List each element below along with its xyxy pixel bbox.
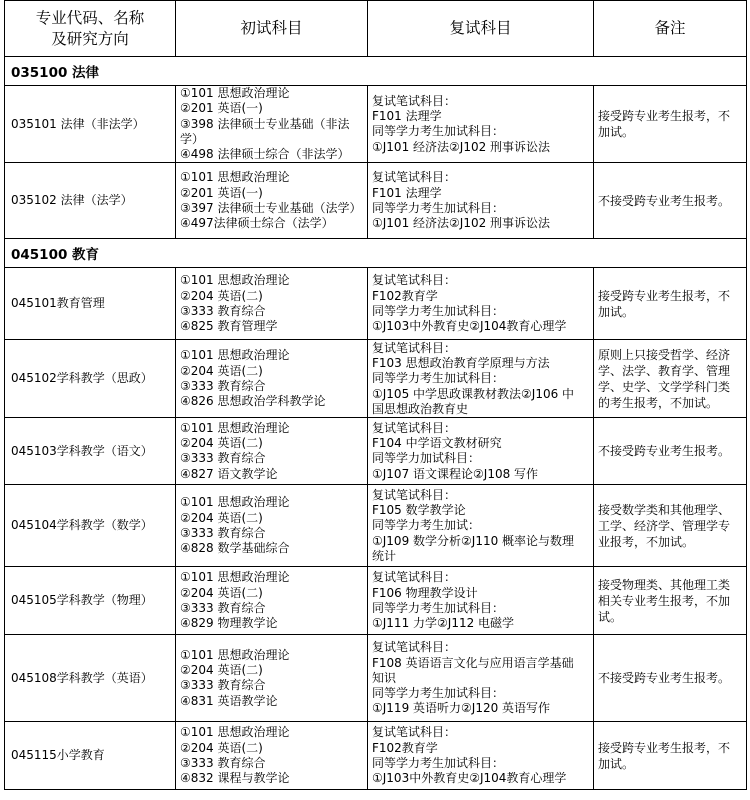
remark-line: 加试。	[598, 756, 635, 771]
initial-line: ②204 英语(二)	[180, 510, 263, 525]
header-major: 专业代码、名称 及研究方向	[5, 1, 176, 57]
initial-line: ④826 思想政治学科教学论	[180, 394, 326, 409]
retest-subjects-cell	[368, 268, 594, 340]
initial-line: ④829 物理教学论	[180, 616, 278, 631]
section-header-row	[5, 57, 747, 86]
retest-line: 复试笔试科目：	[372, 725, 457, 740]
retest-line: 同等学力考生加试科目：	[372, 600, 505, 615]
table-row	[5, 340, 747, 418]
retest-line: 统计	[372, 548, 397, 563]
major-cell: 045104学科教学（数学）	[5, 485, 176, 567]
initial-line: ③333 教育综合	[180, 678, 266, 693]
table-row	[5, 567, 747, 635]
initial-line: ④832 课程与教学论	[180, 771, 290, 786]
initial-line: ②201 英语(一)	[180, 101, 263, 116]
retest-line: 同等学力考生加试科目：	[372, 200, 505, 215]
retest-line: ①J105 中学思政课教材教法②J106 中	[372, 386, 575, 401]
remark-line: 的考生报考，不加试。	[598, 395, 719, 410]
initial-subjects-cell	[176, 340, 368, 418]
initial-subjects-cell	[176, 485, 368, 567]
remark-cell	[594, 163, 747, 239]
retest-line: 国思想政治教育史	[372, 401, 469, 416]
initial-subjects-cell	[176, 86, 368, 163]
retest-line: 同等学力考生加试科目：	[372, 303, 505, 318]
major-cell: 045103学科教学（语文）	[5, 418, 176, 485]
table-row	[5, 86, 747, 163]
retest-line: F105 数学教学论	[372, 503, 466, 518]
initial-line: ①101 思想政治理论	[180, 570, 290, 585]
remark-line: 工学、经济学、管理学专	[598, 518, 731, 533]
initial-line: ③333 教育综合	[180, 303, 266, 318]
retest-line: 复试笔试科目：	[372, 93, 457, 108]
retest-line: ①J111 力学②J112 电磁学	[372, 616, 515, 631]
remark-line: 接受跨专业考生报考，不	[598, 109, 731, 124]
retest-line: F102教育学	[372, 288, 438, 303]
remark-line: 接受数学类和其他理学、	[598, 502, 731, 517]
retest-line: 同等学力考生加试科目：	[372, 371, 505, 386]
retest-subjects-cell	[368, 567, 594, 635]
retest-line: 同等学力考生加试科目：	[372, 124, 505, 139]
retest-line: F104 中学语文教材研究	[372, 436, 502, 451]
retest-line: 同等学力加试科目：	[372, 451, 481, 466]
retest-line: ①J103中外教育史②J104教育心理学	[372, 771, 567, 786]
major-cell: 045101教育管理	[5, 268, 176, 340]
remark-line: 原则上只接受哲学、经济	[598, 347, 731, 362]
remark-line: 不接受跨专业考生报考。	[598, 193, 731, 208]
initial-line: ③333 教育综合	[180, 451, 266, 466]
remark-cell	[594, 268, 747, 340]
remark-cell	[594, 485, 747, 567]
retest-line: F108 英语语言文化与应用语言学基础	[372, 655, 574, 670]
retest-line: ①J101 经济法②J102 刑事诉讼法	[372, 139, 551, 154]
retest-line: 复试笔试科目：	[372, 570, 457, 585]
initial-subjects-cell	[176, 635, 368, 722]
initial-line: ③333 教育综合	[180, 755, 266, 770]
initial-line: ④831 英语教学论	[180, 693, 278, 708]
initial-subjects-cell	[176, 418, 368, 485]
retest-line: F102教育学	[372, 740, 438, 755]
initial-line: ④828 数学基础综合	[180, 541, 290, 556]
retest-line: 复试笔试科目：	[372, 420, 457, 435]
retest-line: F106 物理教学设计	[372, 585, 478, 600]
table-row	[5, 163, 747, 239]
remark-line: 不接受跨专业考生报考。	[598, 444, 731, 459]
initial-line: ②201 英语(一)	[180, 185, 263, 200]
section-title: 045100 教育	[5, 239, 747, 268]
initial-line: 学）	[180, 131, 205, 146]
initial-line: ①101 思想政治理论	[180, 420, 290, 435]
retest-subjects-cell	[368, 722, 594, 790]
retest-line: 复试笔试科目：	[372, 170, 457, 185]
major-cell: 035102 法律（法学）	[5, 163, 176, 239]
initial-subjects-cell	[176, 268, 368, 340]
initial-line: ①101 思想政治理论	[180, 725, 290, 740]
remark-line: 业报考，不加试。	[598, 534, 695, 549]
initial-line: ④825 教育管理学	[180, 319, 278, 334]
initial-line: ①101 思想政治理论	[180, 647, 290, 662]
initial-line: ④498 法律硕士综合（非法学）	[180, 147, 350, 162]
initial-line: ②204 英语(二)	[180, 363, 263, 378]
header-row	[5, 1, 747, 57]
retest-subjects-cell	[368, 418, 594, 485]
remark-line: 接受跨专业考生报考，不	[598, 288, 731, 303]
remark-line: 学、史学、文学学科门类	[598, 379, 731, 394]
initial-line: ④497法律硕士综合（法学）	[180, 216, 334, 231]
major-cell: 045115小学教育	[5, 722, 176, 790]
retest-line: 同等学力考生加试科目：	[372, 755, 505, 770]
remark-line: 接受物理类、其他理工类	[598, 577, 731, 592]
table-row	[5, 635, 747, 722]
header-remark: 备注	[594, 1, 747, 57]
major-cell: 045105学科教学（物理）	[5, 567, 176, 635]
retest-line: ①J103中外教育史②J104教育心理学	[372, 319, 567, 334]
initial-line: ①101 思想政治理论	[180, 348, 290, 363]
initial-subjects-cell	[176, 163, 368, 239]
retest-line: 复试笔试科目：	[372, 640, 457, 655]
remark-cell	[594, 86, 747, 163]
initial-subjects-cell	[176, 567, 368, 635]
initial-line: ①101 思想政治理论	[180, 170, 290, 185]
retest-line: 同等学力考生加试：	[372, 518, 481, 533]
header-initial: 初试科目	[176, 1, 368, 57]
retest-subjects-cell	[368, 635, 594, 722]
remark-line: 试。	[598, 609, 623, 624]
initial-line: ③397 法律硕士专业基础（法学）	[180, 200, 362, 215]
initial-line: ③398 法律硕士专业基础（非法	[180, 116, 350, 131]
initial-line: ③333 教育综合	[180, 378, 266, 393]
retest-subjects-cell	[368, 86, 594, 163]
table-body	[5, 57, 747, 790]
retest-subjects-cell	[368, 485, 594, 567]
admissions-table	[4, 0, 747, 790]
retest-line: 同等学力考生加试科目：	[372, 686, 505, 701]
initial-subjects-cell	[176, 722, 368, 790]
retest-subjects-cell	[368, 163, 594, 239]
retest-line: F101 法理学	[372, 108, 442, 123]
initial-line: ②204 英语(二)	[180, 436, 263, 451]
remark-cell	[594, 722, 747, 790]
remark-line: 加试。	[598, 304, 635, 319]
initial-line: ③333 教育综合	[180, 600, 266, 615]
initial-line: ②204 英语(二)	[180, 663, 263, 678]
remark-cell	[594, 340, 747, 418]
retest-line: ①J107 语文课程论②J108 写作	[372, 466, 539, 481]
remark-line: 加试。	[598, 125, 635, 140]
retest-line: 复试笔试科目：	[372, 487, 457, 502]
retest-line: F101 法理学	[372, 185, 442, 200]
remark-line: 不接受跨专业考生报考。	[598, 671, 731, 686]
remark-cell	[594, 635, 747, 722]
table-row	[5, 418, 747, 485]
initial-line: ②204 英语(二)	[180, 740, 263, 755]
initial-line: ②204 英语(二)	[180, 585, 263, 600]
header-retest: 复试科目	[368, 1, 594, 57]
remark-line: 学、法学、教育学、管理	[598, 363, 731, 378]
remark-line: 相关专业考生报考，不加	[598, 593, 731, 608]
retest-line: 复试笔试科目：	[372, 340, 457, 355]
initial-line: ①101 思想政治理论	[180, 495, 290, 510]
major-cell: 045108学科教学（英语）	[5, 635, 176, 722]
initial-line: ①101 思想政治理论	[180, 273, 290, 288]
initial-line: ①101 思想政治理论	[180, 86, 290, 100]
retest-line: ①J119 英语听力②J120 英语写作	[372, 701, 551, 716]
remark-line: 接受跨专业考生报考，不	[598, 740, 731, 755]
retest-line: ①J109 数学分析②J110 概率论与数理	[372, 533, 575, 548]
initial-line: ④827 语文教学论	[180, 466, 278, 481]
initial-line: ③333 教育综合	[180, 525, 266, 540]
retest-subjects-cell	[368, 340, 594, 418]
retest-line: 复试笔试科目：	[372, 273, 457, 288]
retest-line: ①J101 经济法②J102 刑事诉讼法	[372, 216, 551, 231]
initial-line: ②204 英语(二)	[180, 288, 263, 303]
section-title: 035100 法律	[5, 57, 747, 86]
retest-line: 知识	[372, 670, 397, 685]
major-cell: 045102学科教学（思政）	[5, 340, 176, 418]
retest-line: F103 思想政治教育学原理与方法	[372, 356, 550, 371]
section-header-row	[5, 239, 747, 268]
major-cell: 035101 法律（非法学）	[5, 86, 176, 163]
remark-cell	[594, 418, 747, 485]
table-row	[5, 722, 747, 790]
table-row	[5, 485, 747, 567]
table-row	[5, 268, 747, 340]
remark-cell	[594, 567, 747, 635]
